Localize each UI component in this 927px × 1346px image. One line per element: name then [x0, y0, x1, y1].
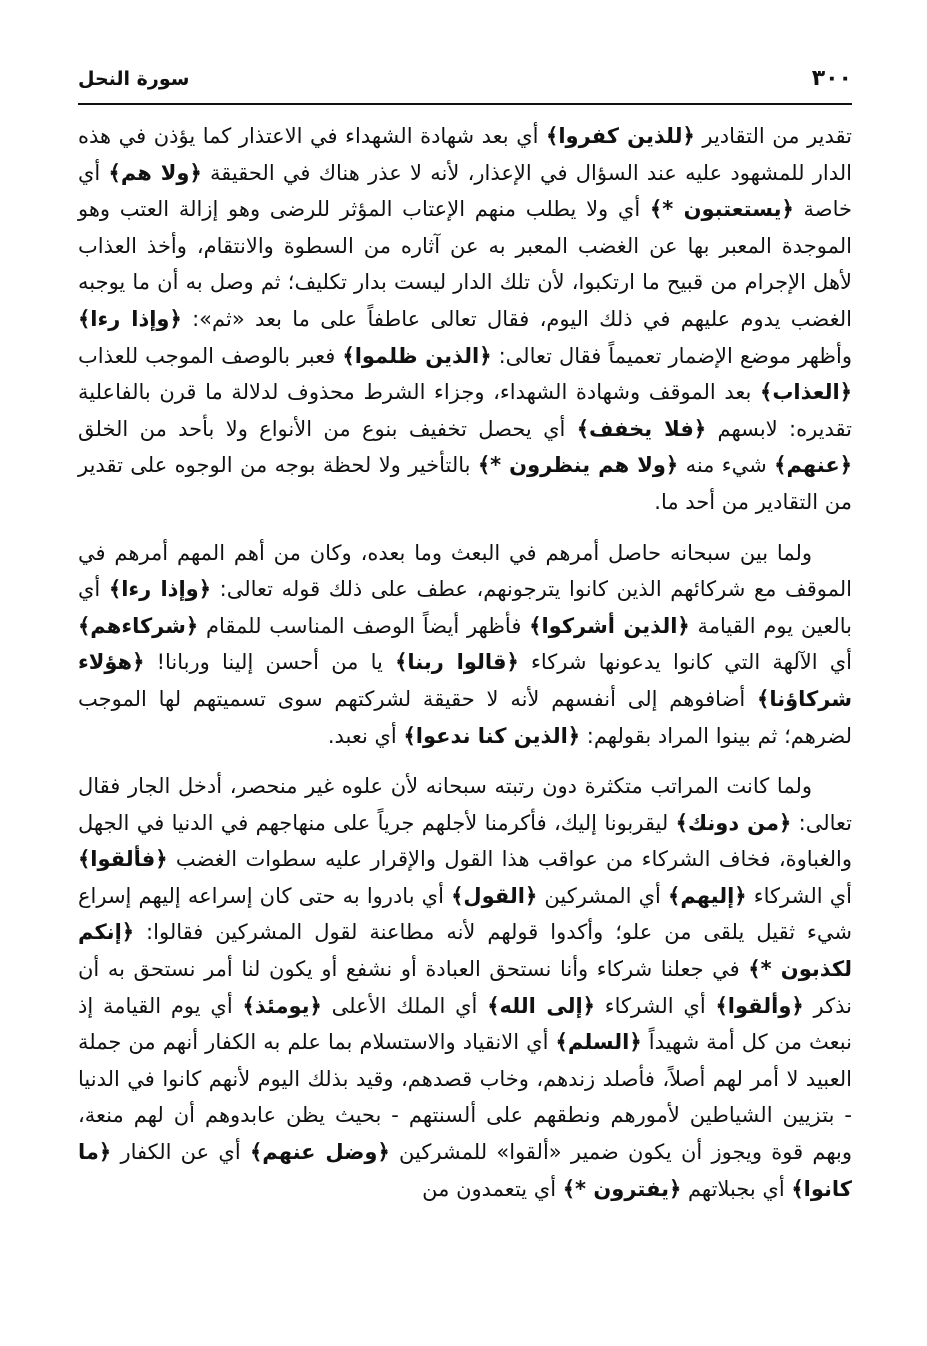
commentary-text: أي الانقياد والاستسلام بما علم به الكفار أنهم من جملة العبيد لا أمر لهم أصلاً، فأصلد زندهم، وخاب قصدهم، وقيد بذلك اليوم لأنهم كانوا في الدنيا - بتزيين الشياطين لأمورهم ونطقهم على ألسنتهم - بحيث يظن عابدوهم أن لهم منعة، وبهم قوة ويجوز أن يكون ضمير «ألقوا» للمشركين	[78, 1030, 852, 1165]
quran-quote: ﴿فلا يخفف﴾	[576, 416, 707, 441]
commentary-text: أي ولا يطلب منهم الإعتاب المؤثر للرضى وهو إزالة العتب وهو الموجدة المعبر بها عن الغضب المعبر به عن آثاره من السطوة والانتقام، وأخذ العذاب لأهل الإجرام من قبيح ما ارتكبوا، لأن تلك الدار ليست بدار تكليف؛ ثم وصل به أن ما يوجبه الغضب يدوم عليهم في ذلك اليوم، فقال تعالى عاطفاً على ما بعد «ثم»:	[78, 197, 852, 331]
quran-quote: ﴿إلى الله﴾	[487, 993, 595, 1018]
commentary-text: في جعلنا شركاء وأنا نستحق العبادة أو نشفع أو يكون لنا أمر نستحق به أن نذكر	[78, 957, 852, 1018]
quran-quote: ﴿ولا هم﴾	[108, 160, 202, 185]
commentary-text: ولما كانت المراتب متكثرة دون رتبته سبحانه لأن علوه غير منحصر، أدخل الجار فقال تعالى:	[78, 774, 852, 835]
quran-quote: ﴿وضل عنهم﴾	[249, 1140, 390, 1165]
commentary-text: ليقربونا إليك، فأكرمنا لأجلهم جرياً على منهاجهم في الدنيا في الجهل والغباوة، فخاف الشركاء من عواقب هذا القول والإقرار عليه سطوات الغضب	[78, 810, 852, 872]
commentary-text: ولما بين سبحانه حاصل أمرهم في البعث وما بعده، وكان من أهم المهم أمرهم في الموقف مع شركائهم الذين كانوا يترجونهم، عطف على ذلك قوله تعالى:	[78, 540, 852, 602]
quran-quote: ﴿العذاب﴾	[760, 380, 852, 405]
quran-quote: ﴿وإذا رءا﴾	[78, 306, 182, 331]
commentary-text: تقدير من التقادير	[694, 124, 853, 148]
paragraph	[78, 118, 852, 521]
commentary-text: أي يتعمدون من	[422, 1176, 563, 1201]
quran-quote: ﴿إنكم لكذبون *﴾	[78, 920, 852, 982]
quran-quote: ﴿قالوا ربنا﴾	[395, 650, 519, 675]
header-divider	[78, 103, 852, 105]
commentary-text: وأظهر موضع الإضمار تعميماً فقال تعالى:	[491, 343, 852, 368]
quran-quote: ﴿هؤلاء شركاؤنا﴾	[78, 650, 852, 711]
quran-quote: ﴿للذين كفروا﴾	[546, 124, 695, 148]
quran-quote: ﴿وألقوا﴾	[715, 993, 804, 1018]
quran-quote: ﴿يومئذ﴾	[242, 993, 322, 1018]
commentary-text: أضافوهم إلى أنفسهم لأنه لا حقيقة لشركتهم سوى تسميتهم لها الموجب لضرهم؛ ثم بينوا المراد بقولهم:	[78, 686, 852, 748]
commentary-text: أي عن الكفار	[111, 1140, 250, 1165]
paragraph	[78, 535, 852, 755]
quran-quote: ﴿ولا هم ينظرون *﴾	[477, 453, 679, 478]
commentary-text: أي الآلهة التي كانوا يدعونها شركاء	[518, 650, 853, 675]
quran-quote: ﴿من دونك﴾	[675, 810, 792, 835]
quran-quote: ﴿وإذا رءا﴾	[108, 577, 212, 602]
commentary-text: أي الشركاء	[746, 883, 852, 908]
commentary-text: أي خاصة	[78, 160, 852, 222]
body-text	[78, 118, 852, 1207]
commentary-text: بالتأخير ولا لحظة بوجه من الوجوه على تقدير من التقادير من أحد ما.	[78, 453, 852, 514]
commentary-text: يا من أحسن إلينا وربانا!	[144, 650, 396, 675]
quran-quote: ﴿إليهم﴾	[668, 883, 747, 908]
commentary-text: فعبر بالوصف الموجب للعذاب	[78, 343, 343, 368]
quran-quote: ﴿ما كانوا﴾	[78, 1140, 852, 1201]
commentary-text: أي بعد شهادة الشهداء في الاعتذار كما يؤذن في هذه الدار للمشهود عليه عند السؤال في الإعذار، لأنه لا عذر هناك في الحقيقة	[78, 124, 853, 185]
quran-quote: ﴿الذين ظلموا﴾	[342, 343, 492, 368]
commentary-text: أي المشركين	[537, 883, 669, 908]
commentary-text: شيء منه	[678, 453, 775, 478]
quran-quote: ﴿شركاءهم﴾	[78, 613, 199, 638]
commentary-text: أي الملك الأعلى	[321, 993, 488, 1018]
commentary-text: أي يحصل تخفيف بنوع من الأنواع ولا بأحد من الخلق	[78, 416, 577, 441]
commentary-text: بعد الموقف وشهادة الشهداء، وجزاء الشرط محذوف لدلالة ما قرن بالفاعلية تقديره: لابسهم	[78, 380, 853, 441]
quran-quote: ﴿يستعتبون *﴾	[649, 197, 794, 222]
commentary-text: فأظهر أيضاً الوصف المناسب للمقام	[198, 613, 530, 638]
commentary-text: أي يوم القيامة إذ نبعث من كل أمة شهيداً	[78, 993, 852, 1055]
quran-quote: ﴿يفترون *﴾	[562, 1176, 682, 1201]
quran-quote: ﴿الذين كنا ندعوا﴾	[403, 723, 581, 748]
commentary-text: أي بجبلاتهم	[681, 1176, 792, 1201]
page-header	[78, 62, 852, 102]
surah-title: سورة النحل	[78, 68, 190, 90]
paragraph	[78, 768, 852, 1207]
commentary-text: أي نعبد.	[327, 723, 404, 748]
quran-quote: ﴿فألقوا﴾	[78, 847, 168, 872]
quran-quote: ﴿عنهم﴾	[774, 453, 853, 478]
quran-quote: ﴿الذين أشركوا﴾	[529, 613, 690, 638]
page-number: ٣٠٠	[811, 66, 852, 91]
commentary-text: أي الشركاء	[594, 993, 716, 1018]
commentary-text: أي بادروا به حتى كان إسراعه إليهم إسراع شيء ثقيل يلقى من علو؛ وأكدوا قولهم لأنه مطاعنة لقول المشركين فقالوا:	[78, 883, 852, 945]
quran-quote: ﴿السلم﴾	[555, 1030, 642, 1055]
commentary-text: أي بالعين يوم القيامة	[78, 577, 852, 638]
quran-quote: ﴿القول﴾	[451, 883, 538, 908]
